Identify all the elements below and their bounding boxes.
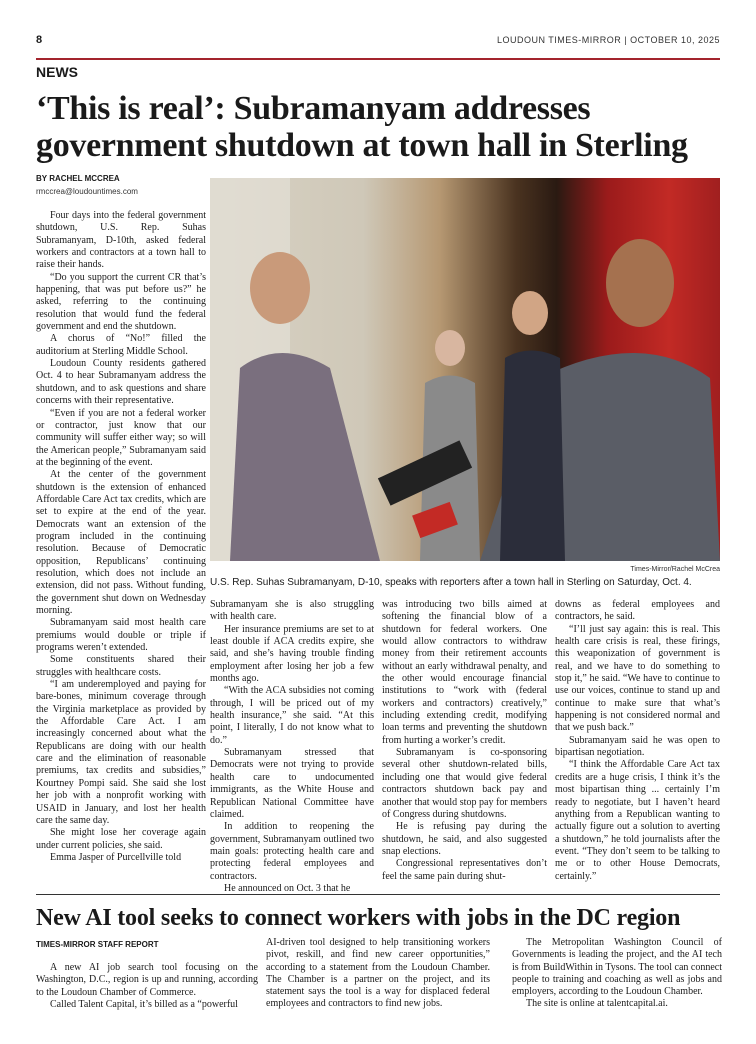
article-column-4 [555, 599, 720, 883]
paragraph: A chorus of “No!” filled the auditorium at Sterling Middle School. [36, 333, 206, 357]
paragraph: Subramanyam stressed that Democrats were not trying to provide health care to undocumented immigrants, as the White House and Republican National Committee have claimed. [210, 747, 374, 820]
paragraph: Loudoun County residents gathered Oct. 4 to hear Subramanyam address the shutdown, and to ask questions and share concerns with their representative. [36, 358, 206, 407]
town-hall-photo [210, 178, 720, 561]
section-label: NEWS [36, 64, 78, 80]
paragraph: In addition to reopening the government, Subramanyam outlined two main goals: protecting health care and protecting federal employees and contractors. [210, 821, 374, 882]
section-rule [36, 58, 720, 60]
masthead: LOUDOUN TIMES-MIRROR | OCTOBER 10, 2025 [496, 35, 720, 45]
paragraph: “Even if you are not a federal worker or contractor, just know that our community will suffer either way; so will the American people,” Subramanyam said at the beginning of the event. [36, 407, 206, 468]
second-column-1 [36, 962, 258, 1011]
paragraph: “I’ll just say again: this is real. This health care crisis is real, these firings, this weaponization of government is real, and we have to do something to stop it,” he said. “We have to continue to use our voices, continue to stand up and continue to make sure that what’s happening is not considered normal and that we push back.” [555, 623, 720, 734]
article-column-1 [36, 210, 206, 864]
page-number: 8 [36, 34, 43, 46]
paragraph: Called Talent Capital, it’s billed as a “powerful [50, 998, 238, 1010]
paragraph: downs as federal employees and contractors, he said. [555, 599, 720, 623]
photo-credit: Times-Mirror/Rachel McCrea [630, 566, 720, 573]
paragraph: She might lose her coverage again under current policies, she said. [36, 827, 206, 851]
paragraph: “I think the Affordable Care Act tax credits are a huge crisis, I think it’s the most bipartisan thing ... certainly I’m ready to negotiate, but I haven’t heard anything from a Republican wanting to actually figure out a solution to averting a shutdown,” he told journalists after the event. “They don’t seem to be talking to me or to other House Democrats, certainly.” [555, 759, 720, 882]
paragraph: At the center of the government shutdown is the extension of enhanced Affordable Care Act tax credits, which are set to expire at the end of the year. Democrats want an extension of the program included in the continuing resolution. Because of Democratic opposition, Republicans’ continuing resolution, which does not include an extension, did not pass. Without funding, the government shut down on Wednesday morning. [36, 469, 206, 616]
paragraph: “Do you support the current CR that’s happening, that was put before us?” he asked, referring to the continuing resolution that would fund the federal government and end the shutdown. [36, 271, 206, 333]
paragraph: The site is online at talentcapital.ai. [526, 998, 668, 1010]
paragraph: was introducing two bills aimed at softening the financial blow of a shutdown for federal workers. One would allow contractors to withdraw money from their retirement accounts without an early withdrawal penalty, and the other would encourage financial institutions to “work with (federal workers and contractors) creatively,” including extending credit, modifying loan terms and preventing the shutdown from hurting a worker’s credit. [382, 599, 547, 746]
paragraph: Subramanyam said most health care premiums would double or triple if programs weren’t extended. [36, 617, 206, 654]
paragraph: Some constituents shared their struggles with healthcare costs. [36, 654, 206, 678]
second-headline: New AI tool seeks to connect workers with jobs in the DC region [36, 905, 681, 931]
paragraph: The Metropolitan Washington Council of Governments is leading the project, and the AI tech is from BuildWithin in Tysons. The tool can connect people to training and coaching as well as jobs and employers, according to the Loudoun Chamber. [512, 937, 722, 998]
paragraph: “I am underemployed and paying for bare-bones, minimum coverage through the Virginia marketplace as provided by the Affordable Care Act. I am increasingly concerned about what the Republicans are doing with our health care and the elimination of reasonable premiums, tax credits and subsidies,” Kourtney Pompi said. She said she lost her job with a nonprofit working with USAID in January, and lost her health care the same day. [36, 679, 206, 826]
paragraph: Congressional representatives don’t feel the same pain during shut- [382, 858, 547, 882]
second-column-3 [512, 937, 722, 1011]
paragraph: Subramanyam said he was open to bipartisan negotiation. [555, 734, 720, 759]
paragraph: “With the ACA subsidies not coming through, I will be priced out of my health insurance,” she said. “At this point, I literally, I do not know what to do.” [210, 685, 374, 746]
article-headline: ‘This is real’: Subramanyam addresses government shutdown at town hall in Sterling [36, 90, 688, 164]
paragraph: He announced on Oct. 3 that he [224, 882, 351, 894]
paragraph: He is refusing pay during the shutdown, he said, and also suggested snap elections. [382, 821, 547, 857]
paragraph: Her insurance premiums are set to at least double if ACA credits expire, she said, and she’s having trouble finding employment after losing her job a few months ago. [210, 623, 374, 685]
article-column-3 [382, 599, 547, 883]
paragraph: Four days into the federal government shutdown, U.S. Rep. Suhas Subramanyam, D-10th, asked federal workers and contractors at a town hall to raise their hands. [36, 210, 206, 271]
paragraph: Subramanyam she is also struggling with health care. [210, 599, 374, 623]
second-column-2 [266, 937, 490, 1011]
photo-caption: U.S. Rep. Suhas Subramanyam, D-10, speaks with reporters after a town hall in Sterling on Saturday, Oct. 4. [210, 577, 692, 588]
paragraph: Emma Jasper of Purcellville told [50, 851, 182, 863]
byline: BY RACHEL MCCREA [36, 174, 120, 183]
paragraph: A new AI job search tool focusing on the Washington, D.C., region is up and running, according to the Loudoun Chamber of Commerce. [36, 962, 258, 998]
photo-illustration [210, 178, 720, 561]
story-divider [36, 894, 720, 895]
article-column-2 [210, 599, 374, 895]
paragraph: Subramanyam is co-sponsoring several other shutdown-related bills, including one that would give federal contractors shutdown back pay and another that would stop pay for members of Congress during shutdowns. [382, 747, 547, 820]
second-byline: TIMES-MIRROR STAFF REPORT [36, 940, 159, 949]
author-email[interactable]: rmccrea@loudountimes.com [36, 187, 138, 196]
paragraph: AI-driven tool designed to help transitioning workers pivot, reskill, and find new career opportunities,” according to a statement from the Loudoun Chamber. The Chamber is a partner on the project, and its statement says the tool is a way for displaced federal employees and contractors to find new jobs. [266, 937, 490, 1010]
